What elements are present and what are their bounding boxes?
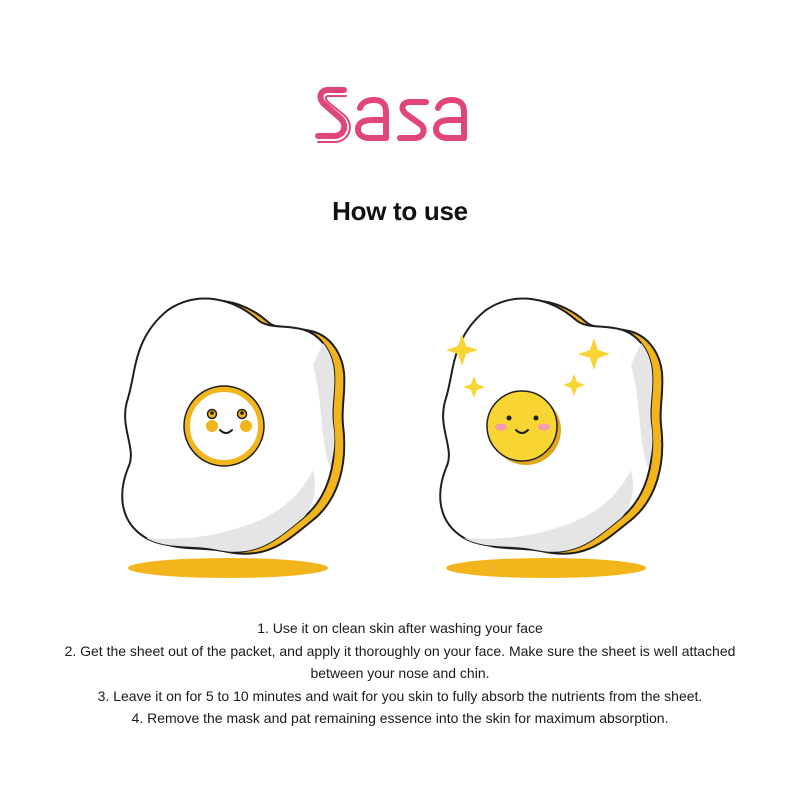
page-title: How to use — [332, 196, 468, 226]
instruction-step-4: 4. Remove the mask and pat remaining essence into the skin for maximum absorption. — [131, 710, 669, 726]
egg-illustration-plain — [108, 290, 358, 590]
sasa-logo — [310, 78, 494, 148]
egg-shadow — [128, 558, 328, 578]
egg-shadow — [446, 558, 646, 578]
egg-illustration-sparkle — [426, 290, 676, 590]
instruction-step-2: 2. Get the sheet out of the packet, and apply it thoroughly on your face. Make sure the sheet is well attached between your nose and chin. — [64, 642, 736, 681]
usage-instructions — [40, 617, 760, 730]
instruction-step-1: 1. Use it on clean skin after washing your face — [257, 620, 543, 636]
instruction-step-3: 3. Leave it on for 5 to 10 minutes and wait for you skin to fully absorb the nutrients from the sheet. — [97, 687, 703, 704]
